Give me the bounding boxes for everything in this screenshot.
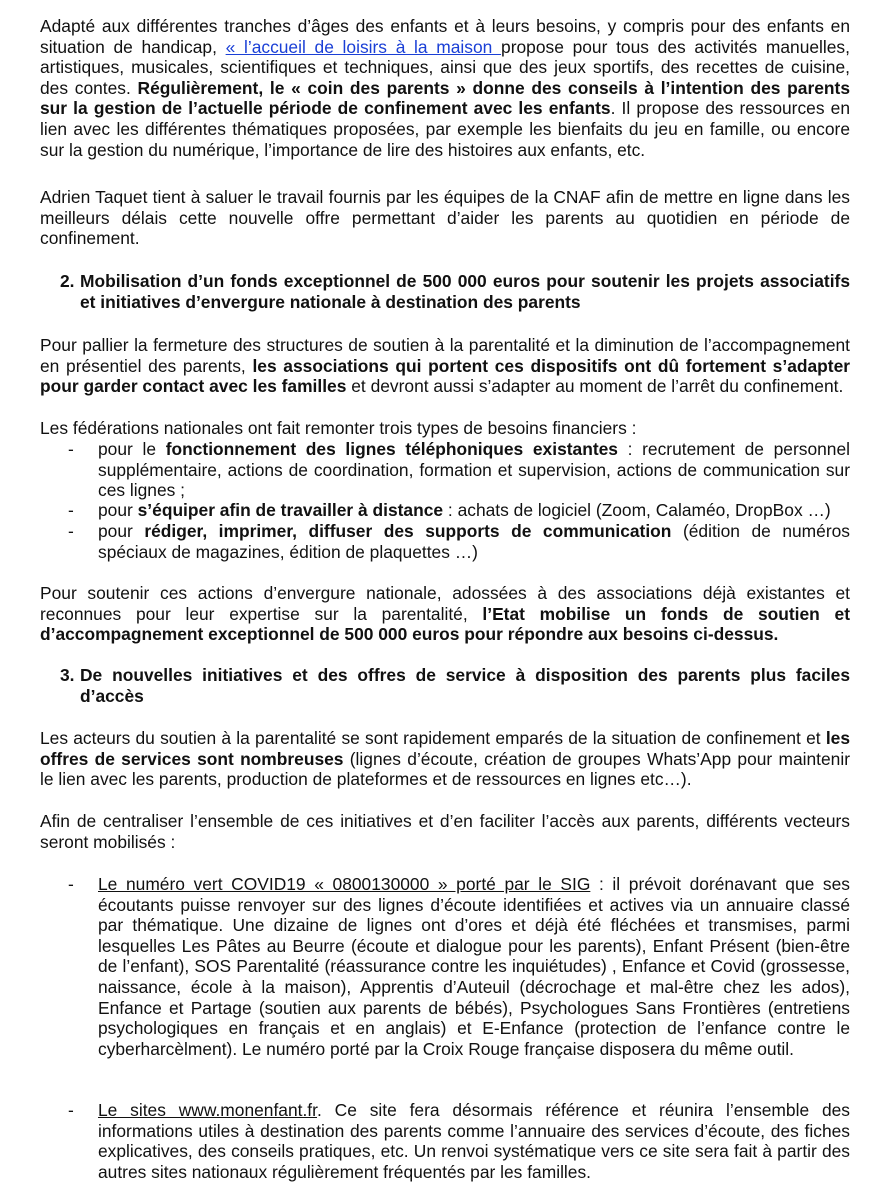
bold-text: l’Etat mobilise un fonds de soutien et d’accompagnement exceptionnel de 500 000 euros pour répondre aux besoins ci-dessus. [40, 603, 850, 645]
bold-text: Régulièrement, le « coin des parents » donne des conseils à l’intention des parents sur la gestion de l’actuelle période de confinement avec les enfants [40, 77, 850, 119]
list-item [68, 521, 850, 562]
text: . Il propose des ressources en lien avec les différentes thématiques proposées, par exemple les bienfaits du jeu en famille, ou encore sur la gestion du numérique, l’importance de lire des histoires aux enfants, etc. [40, 98, 851, 160]
list-item [68, 874, 850, 1059]
list-dash: - [68, 874, 74, 894]
text: et devront aussi s’adapter au moment de l’arrêt du confinement. [346, 376, 844, 397]
paragraph-federations: Les fédérations nationales ont fait remonter trois types de besoins financiers : [40, 418, 637, 438]
list-dash: - [68, 500, 74, 520]
paragraph-accueil-loisirs [40, 16, 850, 160]
text: : il prévoit dorénavant que ses écoutants puisse renvoyer sur des lignes d’écoute identifiées et actives via un annuaire classé par thématique. Une dizaine de lignes ont d’ores et déjà été fléchées et transmises, parmi lesquelles Les Pâtes au Beurre (écoute et dialogue pour les parents), Enfant Présent (bien-être de l’enfant), SOS Parentalité (réassurance contre les inquiétudes) , Enfance et Covid (grossesse, naissance, école à la maison), Apprentis d’Auteuil (décrochage et mal-être chez les ados), Enfance et Partage (soutien aux parents de bébés), Psychologues Sans Frontières (entretiens psychologiques en français et en anglais) et E-Enfance (protection de l’enfance contre le cyberharcèlment). Le numéro porté par la Croix Rouge française disposera du même outil. [98, 874, 850, 1059]
list-item [68, 1100, 850, 1182]
text: propose pour tous des activités manuelles, artistiques, musicales, scientifiques et techniques, ainsi que des jeux sportifs, des recettes de cuisine, des contes. [40, 36, 850, 98]
text: pour [98, 500, 138, 520]
monenfant-site-title: Le sites www.monenfant.fr [98, 1100, 317, 1120]
list-item [68, 439, 850, 501]
text: pour [98, 521, 145, 541]
text: Les acteurs du soutien à la parentalité se sont rapidement emparés de la situation de confinement et [40, 728, 826, 748]
bold-text: s’équiper afin de travailler à distance [137, 500, 444, 520]
text: : achats de logiciel (Zoom, Calaméo, DropBox …) [443, 500, 831, 520]
text: pour le [98, 439, 166, 459]
bold-text: les offres de services sont nombreuses [40, 728, 850, 769]
section-heading-3 [60, 665, 850, 706]
bold-text: les associations qui portent ces dispositifs ont dû fortement s’adapter pour garder contact avec les familles [40, 355, 851, 397]
list-item [68, 500, 850, 521]
text: Pour soutenir ces actions d’envergure nationale, adossées à des associations déjà existantes et reconnues pour leur expertise sur la parentalité, [40, 583, 850, 624]
list-dash: - [68, 521, 74, 541]
paragraph-vecteurs: Afin de centraliser l’ensemble de ces initiatives et d’en faciliter l’accès aux parents, différents vecteurs seront mobilisés : [40, 811, 850, 852]
text: . Ce site fera désormais référence et réunira l’ensemble des informations utiles à destination des parents comme l’annuaire des services d’écoute, des fiches explicatives, des conseils pratiques, etc. Un renvoi systématique vers ce site sera fait à partir des autres sites nationaux régulièrement fréquentés par les familles. [98, 1100, 850, 1182]
paragraph-offres-services [40, 728, 850, 790]
numero-vert-title: Le numéro vert COVID19 « 0800130000 » porté par le SIG [98, 874, 591, 894]
paragraph-adrien-taquet: Adrien Taquet tient à saluer le travail fournis par les équipes de la CNAF afin de mettre en ligne dans les meilleurs délais cette nouvelle offre permettant d’aider les parents au quotidien en période de confinement. [40, 187, 850, 249]
section-title: Mobilisation d’un fonds exceptionnel de 500 000 euros pour soutenir les projets associatifs et initiatives d’envergure nationale à destination des parents [80, 271, 850, 312]
paragraph-associations [40, 335, 850, 397]
section-number: 2. [60, 271, 75, 291]
section-heading-2 [60, 271, 850, 312]
paragraph-fonds-soutien [40, 583, 850, 645]
accueil-loisirs-link[interactable]: « l’accueil de loisirs à la maison [225, 36, 502, 57]
section-number: 3. [60, 665, 75, 685]
section-title: De nouvelles initiatives et des offres de service à disposition des parents plus faciles d’accès [80, 665, 850, 706]
text: (lignes d’écoute, création de groupes Whats’App pour maintenir le lien avec les parents, production de plateformes et de ressources en lignes etc…). [40, 748, 851, 790]
text: Pour pallier la fermeture des structures de soutien à la parentalité et la diminution de l’accompagnement en présentiel des parents, [40, 335, 850, 376]
text: (édition de numéros spéciaux de magazines, édition de plaquettes …) [98, 521, 850, 562]
text: : recrutement de personnel supplémentaire, actions de coordination, formation et supervision, actions de communication sur ces lignes ; [98, 439, 850, 501]
list-dash: - [68, 439, 74, 459]
bold-text: fonctionnement des lignes téléphoniques existantes [165, 439, 618, 459]
list-dash: - [68, 1100, 74, 1120]
bold-text: rédiger, imprimer, diffuser des supports de communication [144, 521, 672, 541]
text: Adapté aux différentes tranches d’âges des enfants et à leurs besoins, y compris pour des enfants en situation de handicap, [40, 16, 850, 57]
